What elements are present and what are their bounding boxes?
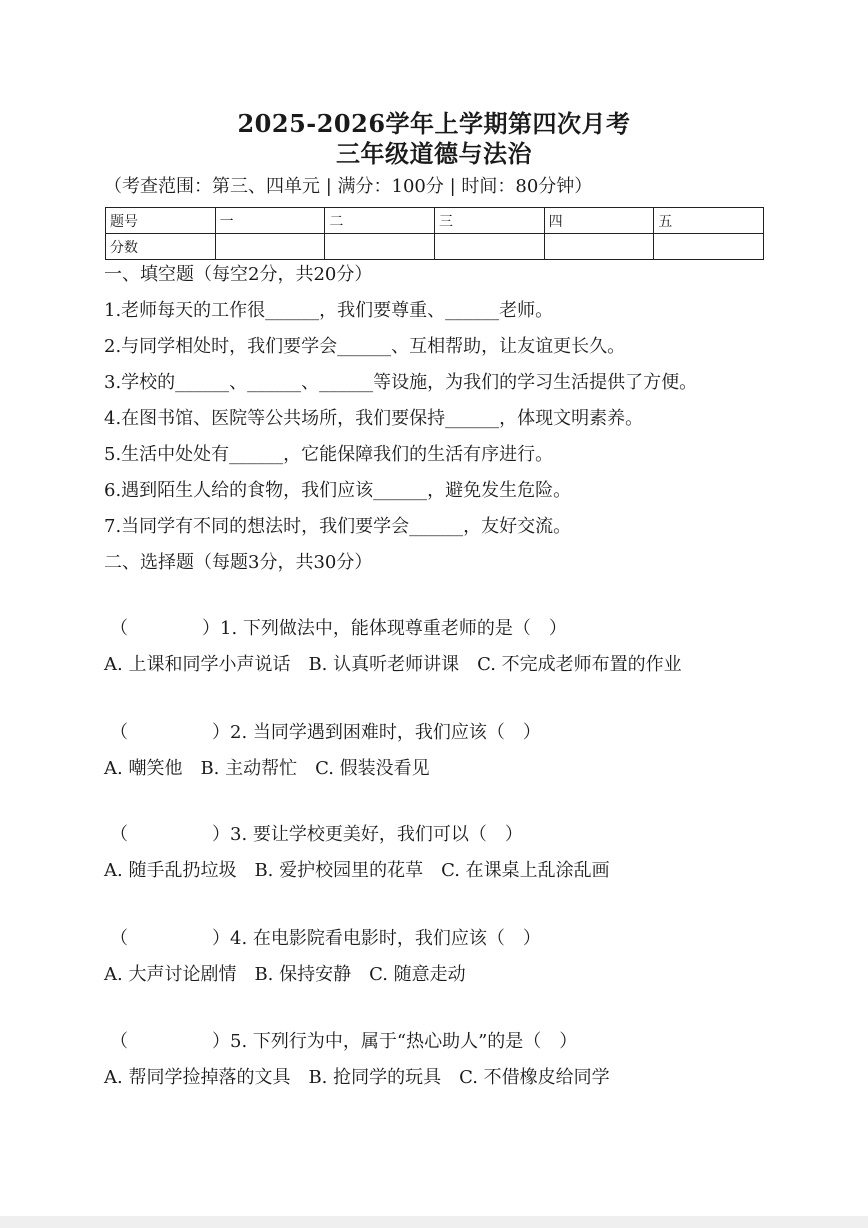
choice-question-4	[110, 924, 541, 950]
exam-subject: 三年级道德与法治	[336, 139, 532, 168]
page-bottom-bar	[0, 1216, 868, 1228]
choice-options: A. 帮同学捡掉落的文具 B. 抢同学的玩具 C. 不借橡皮给同学	[104, 1067, 610, 1088]
score-table-cell: 二	[325, 208, 435, 234]
fill-in-item: 5.生活中处处有______，它能保障我们的生活有序进行。	[104, 444, 554, 465]
score-table-cell: 五	[654, 208, 764, 234]
exam-scope: （考查范围：第三、四单元 | 满分：100分 | 时间：80分钟）	[104, 176, 593, 197]
section-heading-fill-in: 一、填空题（每空2分，共20分）	[104, 264, 373, 285]
score-entry-cell[interactable]	[215, 234, 325, 260]
section-heading-choice: 二、选择题（每题3分，共30分）	[104, 552, 373, 573]
fill-in-item: 7.当同学有不同的想法时，我们要学会______，友好交流。	[104, 516, 572, 537]
answer-paren-open: （	[110, 618, 128, 639]
fill-in-item: 2.与同学相处时，我们要学会______、互相帮助，让友谊更长久。	[104, 336, 626, 357]
score-table-score-row	[106, 234, 764, 260]
score-entry-cell[interactable]	[434, 234, 544, 260]
choice-question-5	[110, 1027, 577, 1053]
answer-paren-open: （	[110, 928, 128, 949]
choice-question-2	[110, 718, 541, 744]
fill-in-item: 3.学校的______、______、______等设施，为我们的学习生活提供了方便。	[104, 372, 698, 393]
choice-options: A. 嘲笑他 B. 主动帮忙 C. 假装没看见	[104, 758, 430, 779]
question-stem: ）1. 下列做法中，能体现尊重老师的是（ ）	[202, 618, 567, 639]
score-entry-cell[interactable]	[654, 234, 764, 260]
question-stem: ）2. 当同学遇到困难时，我们应该（ ）	[212, 722, 541, 743]
score-table	[105, 207, 764, 260]
question-stem: ）4. 在电影院看电影时，我们应该（ ）	[212, 928, 541, 949]
score-table-cell: 题号	[106, 208, 216, 234]
exam-title: 2025-2026学年上学期第四次月考	[237, 109, 631, 138]
answer-paren-open: （	[110, 1031, 128, 1052]
question-stem: ）5. 下列行为中，属于“热心助人”的是（ ）	[212, 1031, 578, 1052]
choice-options: A. 随手乱扔垃圾 B. 爱护校园里的花草 C. 在课桌上乱涂乱画	[104, 860, 610, 881]
score-entry-cell[interactable]	[325, 234, 435, 260]
fill-in-item: 6.遇到陌生人给的食物，我们应该______，避免发生危险。	[104, 480, 572, 501]
score-table-cell: 一	[215, 208, 325, 234]
score-table-cell: 四	[544, 208, 654, 234]
fill-in-item: 1.老师每天的工作很______，我们要尊重、______老师。	[104, 300, 554, 321]
score-table-cell: 分数	[106, 234, 216, 260]
score-entry-cell[interactable]	[544, 234, 654, 260]
choice-options: A. 上课和同学小声说话 B. 认真听老师讲课 C. 不完成老师布置的作业	[104, 654, 682, 675]
answer-paren-open: （	[110, 824, 128, 845]
fill-in-item: 4.在图书馆、医院等公共场所，我们要保持______，体现文明素养。	[104, 408, 644, 429]
answer-paren-open: （	[110, 722, 128, 743]
choice-question-1	[110, 614, 567, 640]
choice-options: A. 大声讨论剧情 B. 保持安静 C. 随意走动	[104, 964, 466, 985]
choice-question-3	[110, 820, 523, 846]
question-stem: ）3. 要让学校更美好，我们可以（ ）	[212, 824, 523, 845]
score-table-header-row	[106, 208, 764, 234]
score-table-cell: 三	[434, 208, 544, 234]
